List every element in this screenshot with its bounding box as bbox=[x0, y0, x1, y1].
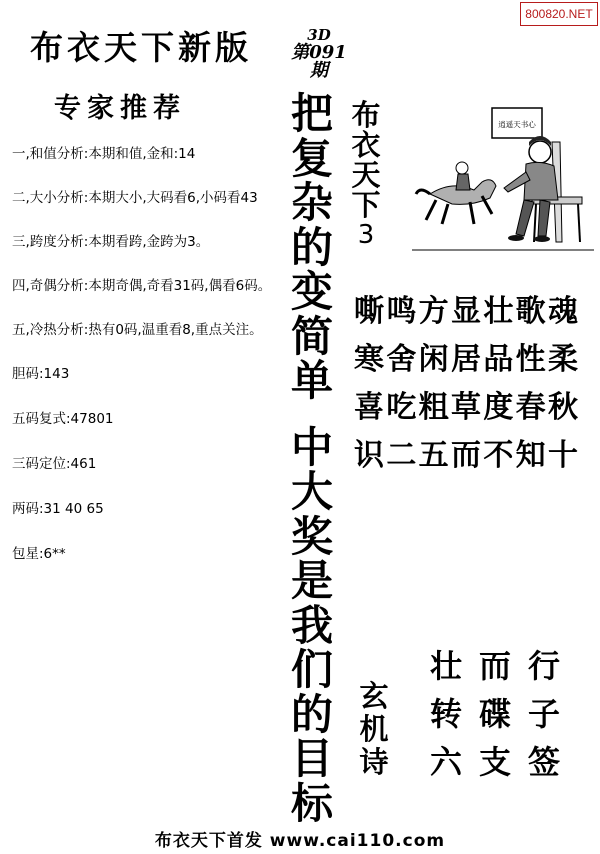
verse-row bbox=[354, 384, 578, 432]
analysis-row: 胆码:143 bbox=[12, 366, 70, 382]
side-title-char: 天 bbox=[351, 158, 381, 192]
verse-char: 二 bbox=[386, 438, 417, 473]
verse-char: 歌 bbox=[515, 294, 546, 329]
slogan-char: 把 bbox=[290, 89, 333, 138]
verse-char: 性 bbox=[515, 342, 546, 377]
analysis-list bbox=[12, 132, 277, 577]
horse-tail bbox=[416, 190, 430, 194]
slogan-char: 大 bbox=[290, 467, 333, 516]
analysis-row: 三,跨度分析:本期看跨,金跨为3。 bbox=[12, 234, 210, 250]
man-leg bbox=[538, 200, 550, 236]
poem-lines bbox=[430, 642, 560, 786]
slogan-char: 是 bbox=[290, 556, 333, 605]
verse-char: 而 bbox=[450, 438, 481, 473]
slogan-char: 标 bbox=[290, 778, 333, 828]
slogan-char: 变 bbox=[290, 267, 333, 316]
poem-line bbox=[430, 738, 560, 786]
poem-line bbox=[430, 690, 560, 738]
verse-row bbox=[354, 336, 578, 384]
period-number: 第091期 bbox=[291, 42, 347, 81]
poem-char: 而 bbox=[478, 647, 511, 685]
verse-char: 识 bbox=[354, 438, 384, 473]
verse-char: 度 bbox=[483, 390, 514, 425]
section-subtitle: 专家推荐 bbox=[54, 93, 186, 124]
poem-char: 行 bbox=[527, 647, 560, 685]
verse-char: 闲 bbox=[418, 342, 449, 377]
verse-row bbox=[354, 288, 578, 336]
analysis-row: 二,大小分析:本期大小,大码看6,小码看43 bbox=[12, 190, 258, 206]
verse-char: 秋 bbox=[547, 390, 578, 425]
slogan-char: 中 bbox=[290, 422, 333, 472]
poem-char: 壮 bbox=[430, 647, 463, 685]
sage-and-horse-illustration bbox=[412, 102, 594, 254]
poem-title-char: 玄 bbox=[359, 679, 389, 713]
analysis-row: 三码定位:461 bbox=[12, 456, 97, 472]
analysis-row: 五,冷热分析:热有0码,温重看8,重点关注。 bbox=[12, 322, 263, 338]
verse-char: 五 bbox=[418, 438, 449, 473]
side-title-char: 衣 bbox=[351, 128, 381, 162]
verse-char: 春 bbox=[515, 390, 546, 425]
analysis-row: 四,奇偶分析:本期奇偶,奇看31码,偶看6码。 bbox=[12, 278, 272, 294]
verse-char: 不 bbox=[483, 438, 514, 473]
page-title: 布衣天下新版 bbox=[30, 28, 252, 67]
verse-char: 显 bbox=[450, 294, 481, 329]
poem-line bbox=[430, 642, 560, 690]
side-title-number: 3 bbox=[357, 220, 375, 250]
poem-char: 签 bbox=[527, 743, 560, 781]
verse-char: 吃 bbox=[386, 390, 417, 425]
analysis-row: 两码:31 40 65 bbox=[12, 501, 104, 517]
verse-char: 柔 bbox=[547, 342, 578, 377]
verse-char: 粗 bbox=[418, 390, 449, 425]
verse-grid bbox=[354, 288, 578, 480]
analysis-row: 一,和值分析:本期和值,金和:14 bbox=[12, 146, 196, 162]
verse-char: 十 bbox=[547, 438, 578, 473]
poem-title-char: 诗 bbox=[359, 745, 389, 779]
poem-char: 碟 bbox=[478, 695, 511, 733]
verse-char: 壮 bbox=[483, 294, 514, 329]
poem-char: 支 bbox=[478, 743, 511, 781]
slogan-char: 复 bbox=[290, 133, 333, 183]
poem-char: 转 bbox=[430, 695, 463, 733]
poem-title-char: 机 bbox=[359, 712, 389, 746]
side-title bbox=[348, 100, 384, 250]
man-body bbox=[524, 162, 558, 200]
child-head bbox=[456, 162, 468, 174]
slogan-char: 的 bbox=[290, 689, 333, 739]
verse-row bbox=[354, 432, 578, 480]
slogan-char: 简 bbox=[290, 311, 333, 361]
verse-char: 嘶 bbox=[354, 294, 384, 329]
slogan-char: 的 bbox=[290, 222, 333, 272]
verse-char: 居 bbox=[450, 342, 481, 377]
slogan-char: 杂 bbox=[290, 178, 333, 227]
man-head bbox=[529, 141, 551, 163]
analysis-row: 包星:6** bbox=[12, 546, 66, 562]
verse-char: 魂 bbox=[547, 294, 578, 329]
verse-char: 知 bbox=[515, 438, 546, 473]
slogan-char: 奖 bbox=[290, 511, 333, 561]
poem-title bbox=[356, 680, 392, 779]
verse-char: 鸣 bbox=[386, 294, 417, 329]
verse-char: 舍 bbox=[386, 342, 417, 377]
analysis-row: 五码复式:47801 bbox=[12, 411, 114, 427]
period-label bbox=[288, 26, 350, 80]
side-title-char: 下 bbox=[351, 188, 381, 222]
poem-char: 六 bbox=[430, 743, 463, 781]
footer-site-credit: 布衣天下首发 www.cai110.com bbox=[154, 831, 446, 851]
scroll-caption: 逍遥天书心 bbox=[498, 120, 536, 129]
side-title-char: 布 bbox=[351, 98, 381, 132]
period-game: 3D bbox=[307, 26, 331, 44]
poem-char: 子 bbox=[527, 695, 560, 733]
slogan-char: 我 bbox=[290, 600, 333, 650]
watermark-badge: 800820.NET bbox=[520, 2, 598, 26]
verse-char: 喜 bbox=[354, 390, 384, 425]
verse-char: 品 bbox=[483, 342, 514, 377]
verse-char: 方 bbox=[418, 294, 449, 329]
verse-char: 草 bbox=[450, 390, 481, 425]
vertical-slogan bbox=[286, 89, 338, 828]
slogan-char: 单 bbox=[290, 356, 333, 405]
verse-char: 寒 bbox=[354, 342, 384, 377]
slogan-char: 们 bbox=[290, 645, 333, 694]
man-leg bbox=[516, 200, 534, 236]
slogan-char: 目 bbox=[290, 734, 333, 783]
